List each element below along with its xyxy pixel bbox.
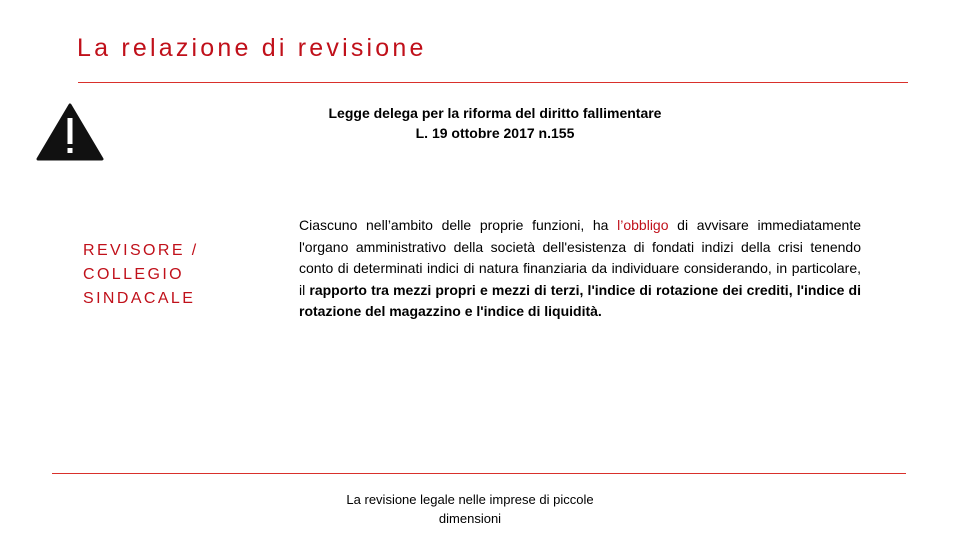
role-label	[83, 239, 263, 311]
role-line: SINDACALE	[83, 290, 196, 307]
bottom-divider	[52, 473, 906, 474]
top-divider	[78, 82, 908, 83]
role-line: COLLEGIO	[83, 266, 185, 283]
obligation-paragraph	[299, 215, 861, 323]
law-title: Legge delega per la riforma del diritto fallimentare	[328, 105, 662, 121]
role-line: REVISORE /	[83, 242, 199, 259]
footer-line: La revisione legale nelle imprese di piccole	[346, 492, 594, 507]
warning-triangle-icon	[36, 102, 104, 162]
paragraph-text: Ciascuno nell’ambito delle proprie funzioni, ha	[299, 217, 618, 233]
law-number: L. 19 ottobre 2017 n.155	[415, 125, 575, 141]
indices-highlight: rapporto tra mezzi propri e mezzi di terzi, l'indice di rotazione dei crediti, l'indice di rotazione del magazzino e l'indice di liquidità.	[299, 281, 861, 319]
footer	[310, 490, 630, 528]
law-reference	[290, 103, 700, 143]
obligation-highlight: l’obbligo	[617, 217, 669, 233]
page-title: La relazione di revisione	[77, 34, 427, 62]
paragraph-text: di avvisare immediatamente l'organo amministrativo della società dell'esistenza di fondati indizi della crisi tenendo conto di determinati indici di natura finanziaria da individuare considerando, in particolare, il	[299, 217, 861, 298]
footer-line: dimensioni	[438, 511, 502, 526]
